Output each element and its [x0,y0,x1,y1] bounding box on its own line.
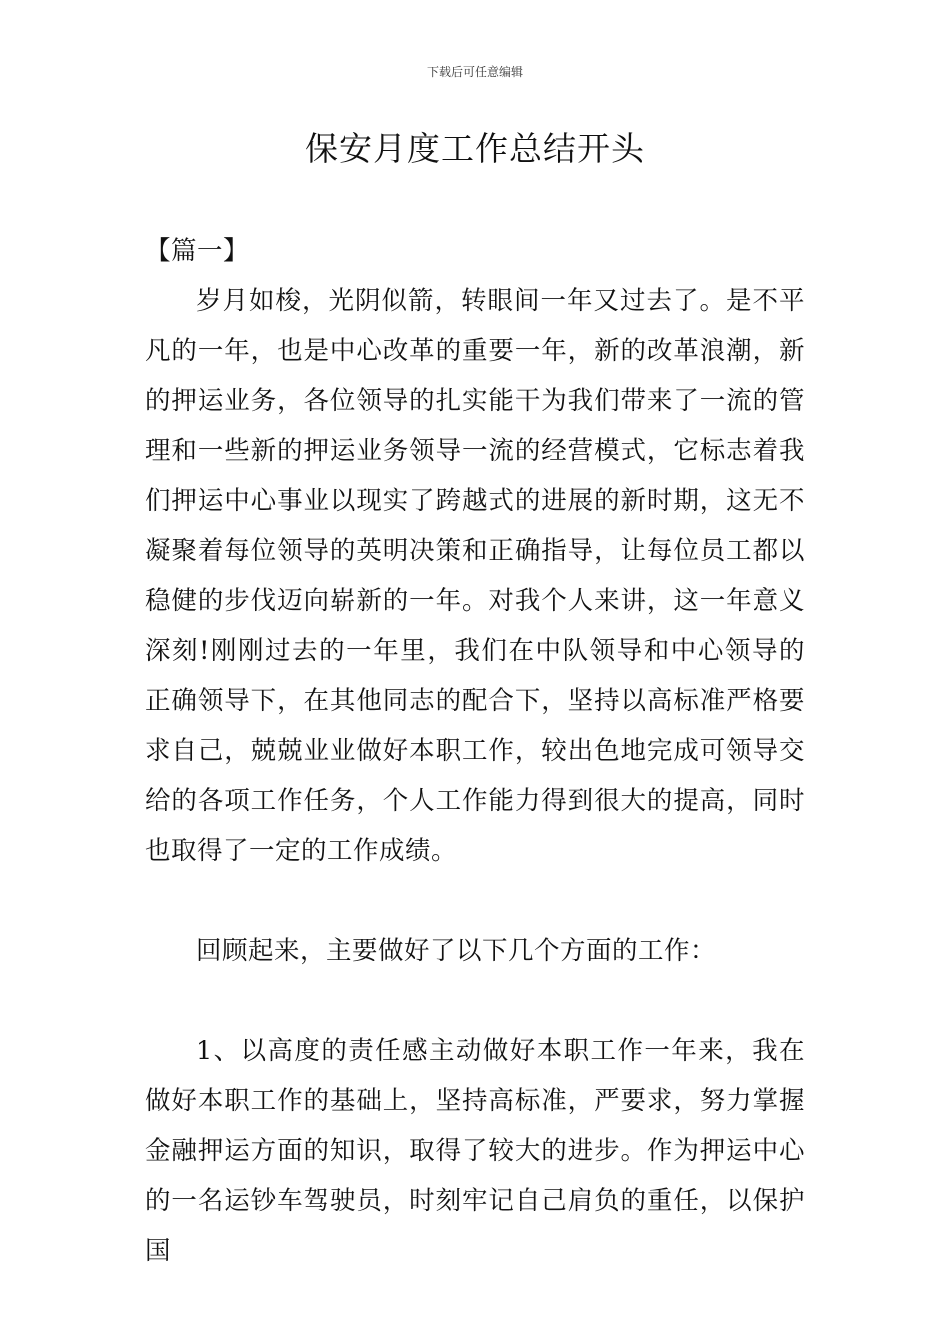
section-label: 【篇一】 [145,236,250,266]
paragraph-review: 回顾起来，主要做好了以下几个方面的工作： [196,936,717,966]
header-note: 下载后可任意编辑 [426,65,523,79]
paragraph-item-1: 1、以高度的责任感主动做好本职工作一年来，我在做好本职工作的基础上，坚持高标准，严要求，努力掌握金融押运方面的知识，取得了较大的进步。作为押运中心的一名运钞车驾驶员，时刻牢记自己肩负的重任，以保护国 [145,1036,805,1266]
paragraph-gap [145,976,805,1026]
document-title: 保安月度工作总结开头 [305,129,645,168]
paragraph-intro: 岁月如梭，光阴似箭，转眼间一年又过去了。是不平凡的一年，也是中心改革的重要一年，新的改革浪潮，新的押运业务，各位领导的扎实能干为我们带来了一流的管理和一些新的押运业务领导一流的经营模式，它标志着我们押运中心事业以现实了跨越式的进展的新时期，这无不凝聚着每位领导的英明决策和正确指导，让每位员工都以稳健的步伐迈向崭新的一年。对我个人来讲，这一年意义深刻!刚刚过去的一年里，我们在中队领导和中心领导的正确领导下，在其他同志的配合下，坚持以高标准严格要求自己，兢兢业业做好本职工作，较出色地完成可领导交给的各项工作任务，个人工作能力得到很大的提高，同时也取得了一定的工作成绩。 [145,286,805,866]
document-body [145,226,805,1276]
paragraph-gap [145,876,805,926]
